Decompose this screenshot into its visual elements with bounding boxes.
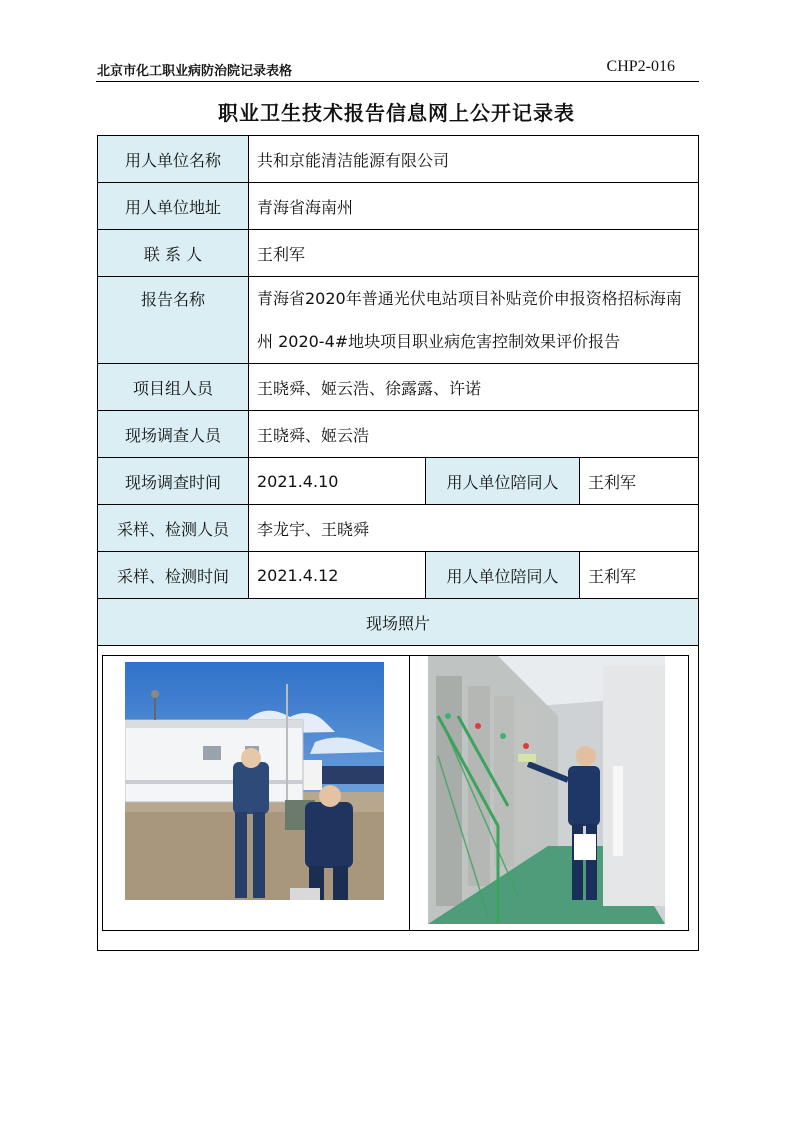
sampling-staff-value: 李龙宇、王晓舜 (249, 505, 699, 552)
employer-name-value: 共和京能清洁能源有限公司 (249, 136, 699, 183)
record-form (97, 135, 699, 951)
site-photo-indoor (428, 656, 665, 924)
survey-time-label: 现场调查时间 (98, 458, 249, 505)
sampling-time-label: 采样、检测时间 (98, 552, 249, 599)
contact-value: 王利军 (249, 230, 699, 277)
sampling-time-value: 2021.4.12 (249, 552, 426, 599)
form-code: CHP2-016 (606, 58, 675, 75)
site-photo-outdoor (125, 662, 384, 900)
photo-divider (409, 656, 410, 930)
survey-staff-label: 现场调查人员 (98, 411, 249, 458)
employer-name-label: 用人单位名称 (98, 136, 249, 183)
document-title: 职业卫生技术报告信息网上公开记录表 (218, 101, 575, 125)
org-name: 北京市化工职业病防治院记录表格 (97, 64, 293, 79)
employer-address-value: 青海省海南州 (249, 183, 699, 230)
survey-companion-label: 用人单位陪同人 (426, 458, 580, 505)
photo-frame (102, 655, 689, 931)
sampling-companion-label: 用人单位陪同人 (426, 552, 580, 599)
sampling-companion-value: 王利军 (580, 552, 699, 599)
survey-time-value: 2021.4.10 (249, 458, 426, 505)
project-team-value: 王晓舜、姬云浩、徐露露、许诺 (249, 364, 699, 411)
survey-companion-value: 王利军 (580, 458, 699, 505)
employer-address-label: 用人单位地址 (98, 183, 249, 230)
sampling-staff-label: 采样、检测人员 (98, 505, 249, 552)
site-photos-label: 现场照片 (98, 599, 699, 646)
site-photos-area (98, 646, 699, 951)
contact-label: 联 系 人 (98, 230, 249, 277)
survey-staff-value: 王晓舜、姬云浩 (249, 411, 699, 458)
report-name-label: 报告名称 (98, 277, 249, 364)
project-team-label: 项目组人员 (98, 364, 249, 411)
header-divider (96, 81, 699, 82)
report-name-value: 青海省2020年普通光伏电站项目补贴竞价申报资格招标海南州 2020-4#地块项目职业病危害控制效果评价报告 (249, 277, 699, 364)
